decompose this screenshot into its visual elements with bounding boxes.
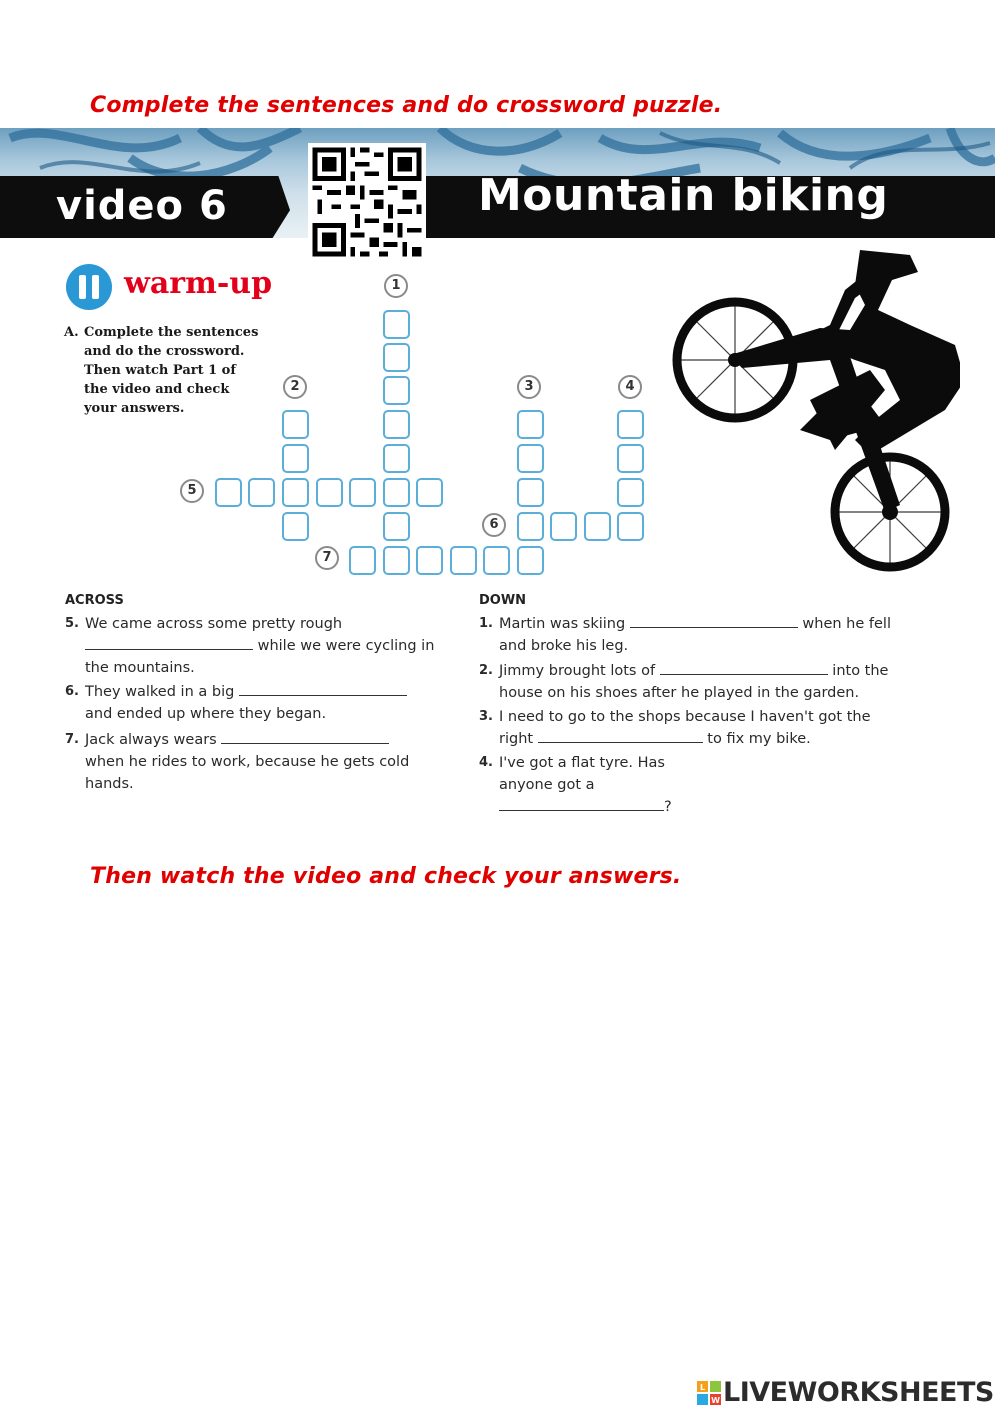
answer-blank[interactable]	[538, 728, 703, 743]
clue-number-7: 7	[315, 546, 339, 570]
crossword-cell[interactable]	[584, 512, 611, 541]
clue-number: 6.	[65, 684, 79, 699]
logo-mark-letter-w: W	[711, 1396, 720, 1405]
crossword-cell[interactable]	[383, 478, 410, 507]
answer-blank[interactable]	[239, 681, 407, 696]
crossword-cell[interactable]	[450, 546, 477, 575]
clue-number-4: 4	[618, 375, 642, 399]
down-heading: DOWN	[479, 593, 527, 608]
crossword-cell[interactable]	[215, 478, 242, 507]
qr-code	[308, 143, 426, 261]
crossword-cell[interactable]	[383, 546, 410, 575]
clue-text-after: when he fell and broke his leg.	[499, 616, 891, 654]
crossword-cell[interactable]	[517, 512, 544, 541]
brand-name: LIVEWORKSHEETS	[723, 1377, 994, 1408]
exercise-letter: A.	[64, 325, 79, 340]
clue-text-after: and ended up where they began.	[85, 706, 327, 722]
clue-text-before: They walked in a big	[85, 684, 235, 700]
crossword-cell[interactable]	[416, 546, 443, 575]
answer-blank[interactable]	[660, 660, 828, 675]
crossword-cell[interactable]	[383, 376, 410, 405]
clue-number-1: 1	[384, 274, 408, 298]
clue-number: 4.	[479, 755, 493, 770]
clue-number-5: 5	[180, 479, 204, 503]
crossword-cell[interactable]	[383, 410, 410, 439]
down-clue-1	[479, 613, 899, 657]
pause-icon	[66, 264, 112, 310]
liveworksheets-mark-icon	[697, 1381, 721, 1405]
answer-blank[interactable]	[499, 796, 664, 811]
exercise-text: Complete the sentences and do the crossword. Then watch Part 1 of the video and check your answers.	[84, 325, 259, 416]
mountain-biker-silhouette	[670, 250, 960, 580]
clue-text-after: to fix my bike.	[707, 731, 811, 747]
crossword-cell[interactable]	[617, 410, 644, 439]
crossword-cell[interactable]	[316, 478, 343, 507]
crossword-cell[interactable]	[282, 410, 309, 439]
clue-text-before: Jack always wears	[85, 732, 217, 748]
crossword-cell[interactable]	[349, 478, 376, 507]
crossword-cell[interactable]	[483, 546, 510, 575]
crossword-cell[interactable]	[416, 478, 443, 507]
down-clue-3	[479, 706, 879, 750]
across-clue-7	[65, 729, 435, 795]
clue-number-2: 2	[283, 375, 307, 399]
clue-text-after: into the house on his shoes after he played in the garden.	[499, 663, 889, 701]
crossword-cell[interactable]	[517, 546, 544, 575]
crossword-cell[interactable]	[517, 478, 544, 507]
clue-text-after: ?	[664, 799, 672, 815]
crossword-cell[interactable]	[248, 478, 275, 507]
warmup-title: warm-up	[124, 266, 273, 301]
crossword-cell[interactable]	[349, 546, 376, 575]
crossword-cell[interactable]	[383, 444, 410, 473]
exercise-a-instruction	[64, 323, 264, 418]
page-title: Mountain biking	[478, 170, 889, 221]
instruction-top: Complete the sentences and do crossword puzzle.	[90, 93, 723, 118]
crossword-cell[interactable]	[550, 512, 577, 541]
clue-text-before: Jimmy brought lots of	[499, 663, 656, 679]
video-label: video 6	[56, 183, 228, 229]
across-clue-5	[65, 613, 435, 679]
crossword-cell[interactable]	[617, 478, 644, 507]
across-clue-6	[65, 681, 435, 725]
across-heading: ACROSS	[65, 593, 124, 608]
clue-number-6: 6	[482, 513, 506, 537]
answer-blank[interactable]	[85, 635, 253, 650]
clue-text-before: I need to go to the shops because I haven't got the right	[499, 709, 871, 747]
clue-number: 2.	[479, 663, 493, 678]
crossword-cell[interactable]	[383, 512, 410, 541]
crossword-cell[interactable]	[282, 512, 309, 541]
crossword-cell[interactable]	[282, 478, 309, 507]
clue-number: 7.	[65, 732, 79, 747]
crossword-cell[interactable]	[617, 512, 644, 541]
clue-text-before: We came across some pretty rough	[85, 616, 343, 632]
crossword-cell[interactable]	[517, 444, 544, 473]
answer-blank[interactable]	[630, 613, 798, 628]
crossword-cell[interactable]	[517, 410, 544, 439]
instruction-bottom: Then watch the video and check your answers.	[90, 864, 682, 889]
down-clue-2	[479, 660, 899, 704]
crossword-cell[interactable]	[383, 343, 410, 372]
crossword-cell[interactable]	[617, 444, 644, 473]
down-clue-4	[479, 752, 719, 818]
clue-number: 3.	[479, 709, 493, 724]
clue-text-after: when he rides to work, because he gets cold hands.	[85, 754, 410, 792]
clue-number-3: 3	[517, 375, 541, 399]
clue-text-after: while we were cycling in the mountains.	[85, 638, 435, 676]
clue-text-before: Martin was skiing	[499, 616, 626, 632]
clue-number: 5.	[65, 616, 79, 631]
answer-blank[interactable]	[221, 729, 389, 744]
crossword-cell[interactable]	[282, 444, 309, 473]
crossword-cell[interactable]	[383, 310, 410, 339]
clue-number: 1.	[479, 616, 493, 631]
clue-text-before: I've got a flat tyre. Has anyone got a	[499, 755, 665, 793]
logo-mark-letter-l: L	[699, 1383, 706, 1392]
